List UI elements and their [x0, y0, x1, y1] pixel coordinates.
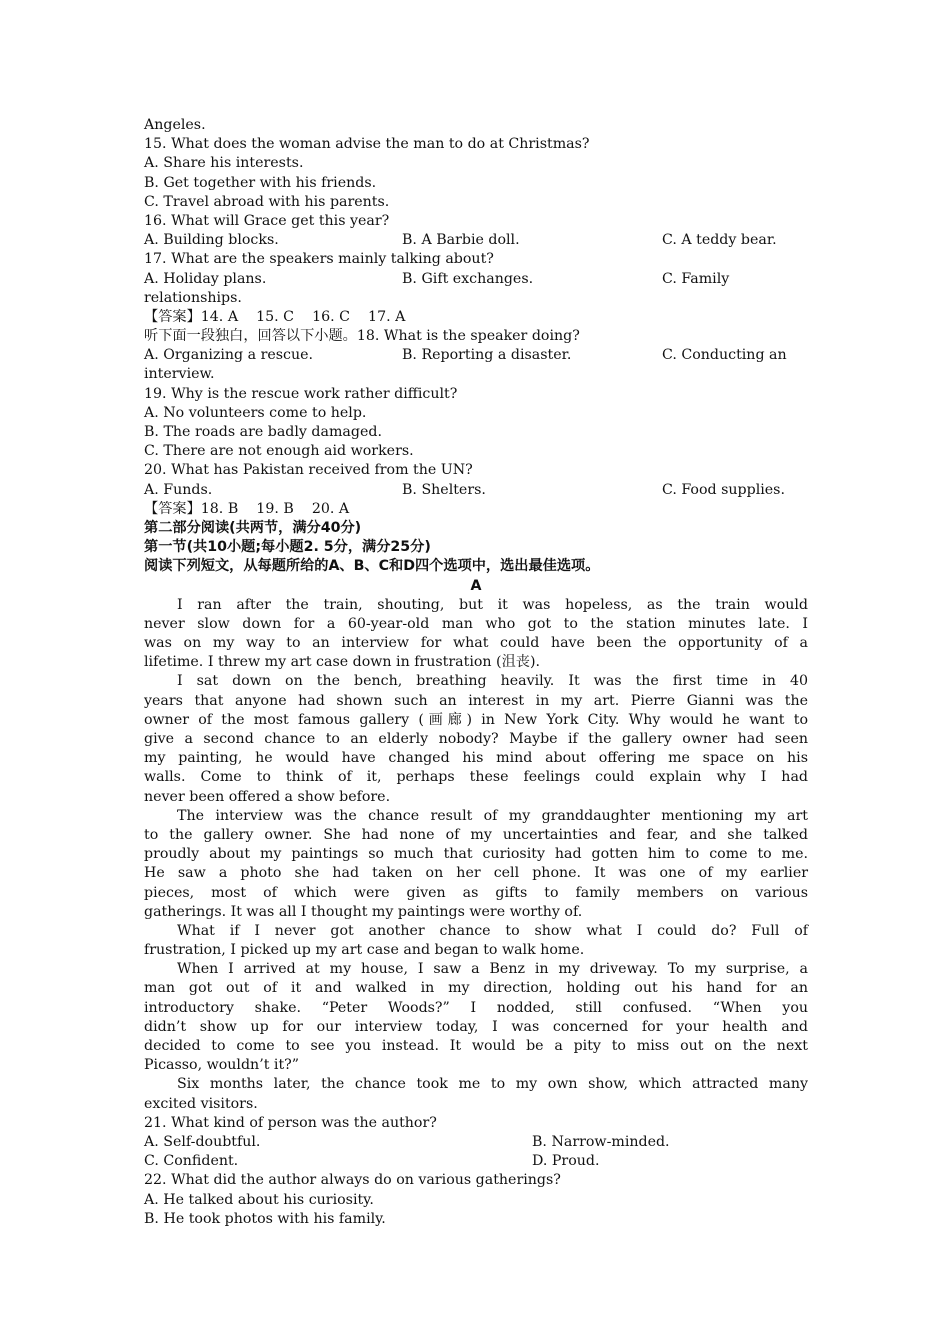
passage-paragraph	[144, 960, 808, 1075]
option-19-c: C. There are not enough aid workers.	[144, 443, 414, 460]
paragraph-line: pieces, most of which were given as gifts to family members on various	[144, 884, 808, 901]
passage-paragraph	[144, 1075, 808, 1113]
option-17-c-continued: relationships.	[144, 289, 242, 306]
option-20-c: C. Food supplies.	[662, 481, 785, 498]
paragraph-line: The interview was the chance result of my granddaughter mentioning my art	[177, 807, 808, 824]
passage-paragraph	[144, 922, 808, 960]
answer-key-18-20: 【答案】18. B 19. B 20. A	[144, 500, 350, 517]
passage-label: A	[470, 577, 482, 594]
paragraph-line: years that anyone had shown such an interest in my art. Pierre Gianni was the	[144, 692, 808, 709]
paragraph-last-line: Picasso, wouldn’t it?”	[144, 1057, 300, 1074]
option-15-c: C. Travel abroad with his parents.	[144, 193, 390, 210]
passage	[144, 596, 808, 1114]
document-page	[144, 116, 808, 1229]
option-20-b: B. Shelters.	[402, 481, 486, 498]
paragraph-line: owner of the most famous gallery (画廊) in New York City. Why would he want to	[144, 711, 808, 728]
paragraph-last-line: lifetime. I threw my art case down in frustration (沮丧).	[144, 654, 541, 671]
question-21: 21. What kind of person was the author?	[144, 1114, 437, 1131]
option-16-b: B. A Barbie doll.	[402, 232, 520, 249]
paragraph-last-line: frustration, I picked up my art case and began to walk home.	[144, 942, 585, 959]
paragraph-line: didn’t show up for our interview today, I was concerned for your health and	[144, 1018, 808, 1035]
paragraph-line: When I arrived at my house, I saw a Benz in my driveway. To my surprise, a	[177, 961, 808, 978]
option-21-c: C. Confident.	[144, 1153, 239, 1170]
option-18-a: A. Organizing a rescue.	[144, 347, 314, 364]
paragraph-line: proudly about my paintings so much that curiosity had gotten him to come to me.	[144, 846, 808, 863]
option-19-a: A. No volunteers come to help.	[144, 404, 367, 421]
option-19-b: B. The roads are badly damaged.	[144, 424, 382, 440]
option-16-c: C. A teddy bear.	[662, 232, 777, 249]
paragraph-line: I ran after the train, shouting, but it was hopeless, as the train would	[177, 596, 808, 613]
paragraph-line: man got out of it and walked in my direction, holding out his hand for an	[144, 980, 808, 997]
options-21-row-1	[144, 1133, 808, 1152]
question-17: 17. What are the speakers mainly talking about?	[144, 251, 494, 268]
paragraph-line: Six months later, the chance took me to my own show, which attracted many	[177, 1076, 808, 1093]
section-title: 第一节(共10小题;每小题2. 5分，满分25分)	[144, 539, 431, 556]
options-16	[144, 231, 808, 250]
option-21-b: B. Narrow-minded.	[532, 1133, 670, 1150]
option-15-b: B. Get together with his friends.	[144, 174, 377, 191]
option-22-b: B. He took photos with his family.	[144, 1210, 386, 1227]
options-20	[144, 481, 808, 500]
paragraph-line: my painting, he would have changed his mind about offering me space on his	[144, 750, 808, 767]
paragraph-line: What if I never got another chance to show what I could do? Full of	[177, 922, 808, 939]
option-18-c-continued: interview.	[144, 366, 215, 383]
answer-key-14-17: 【答案】14. A 15. C 16. C 17. A	[144, 308, 406, 325]
part-title: 第二部分阅读(共两节，满分40分)	[144, 519, 362, 536]
option-16-a: A. Building blocks.	[144, 232, 279, 249]
question-20: 20. What has Pakistan received from the UN?	[144, 462, 473, 479]
passage-paragraph	[144, 672, 808, 806]
option-17-a: A. Holiday plans.	[144, 270, 267, 287]
paragraph-line: I sat down on the bench, breathing heavily. It was the first time in 40	[177, 673, 808, 690]
question-15: 15. What does the woman advise the man to do at Christmas?	[144, 136, 590, 153]
text-line: Angeles.	[144, 117, 206, 133]
options-18	[144, 346, 808, 365]
question-19: 19. Why is the rescue work rather difficult?	[144, 385, 458, 402]
paragraph-last-line: excited visitors.	[144, 1095, 258, 1112]
paragraph-last-line: gatherings. It was all I thought my paintings were worthy of.	[144, 903, 583, 920]
passage-paragraph	[144, 596, 808, 673]
paragraph-line: decided to come to see you instead. It would be a pity to miss out on the next	[144, 1038, 808, 1054]
paragraph-line: never slow down for a 60-year-old man who got to the station minutes late. I	[144, 615, 808, 632]
options-17	[144, 270, 808, 289]
option-18-b: B. Reporting a disaster.	[402, 347, 572, 364]
option-20-a: A. Funds.	[144, 481, 213, 498]
question-16: 16. What will Grace get this year?	[144, 212, 390, 229]
reading-instruction: 阅读下列短文，从每题所给的A、B、C和D四个选项中，选出最佳选项。	[144, 558, 600, 575]
question-22: 22. What did the author always do on various gatherings?	[144, 1172, 561, 1189]
paragraph-line: introductory shake. “Peter Woods?” I nodded, still confused. “When you	[144, 999, 808, 1016]
paragraph-last-line: never been offered a show before.	[144, 788, 391, 805]
options-21-row-2	[144, 1152, 808, 1171]
option-18-c: C. Conducting an	[662, 347, 787, 364]
paragraph-line: to the gallery owner. She had none of my uncertainties and fear, and she talked	[144, 826, 808, 843]
paragraph-line: give a second chance to an elderly nobody? Maybe if the gallery owner had seen	[144, 731, 808, 747]
option-15-a: A. Share his interests.	[144, 155, 304, 172]
paragraph-line: walls. Come to think of it, perhaps these feelings could explain why I had	[144, 769, 808, 786]
option-17-b: B. Gift exchanges.	[402, 270, 534, 287]
option-21-d: D. Proud.	[532, 1153, 600, 1170]
monologue-intro: 听下面一段独白，回答以下小题。18. What is the speaker doing?	[144, 328, 580, 345]
option-21-a: A. Self-doubtful.	[144, 1133, 261, 1150]
option-22-a: A. He talked about his curiosity.	[144, 1191, 374, 1208]
paragraph-line: He saw a photo she had taken on her cell phone. It was one of my earlier	[144, 865, 808, 882]
paragraph-line: was on my way to an interview for what could have been the opportunity of a	[144, 635, 808, 652]
passage-paragraph	[144, 807, 808, 922]
option-17-c: C. Family	[662, 270, 730, 287]
